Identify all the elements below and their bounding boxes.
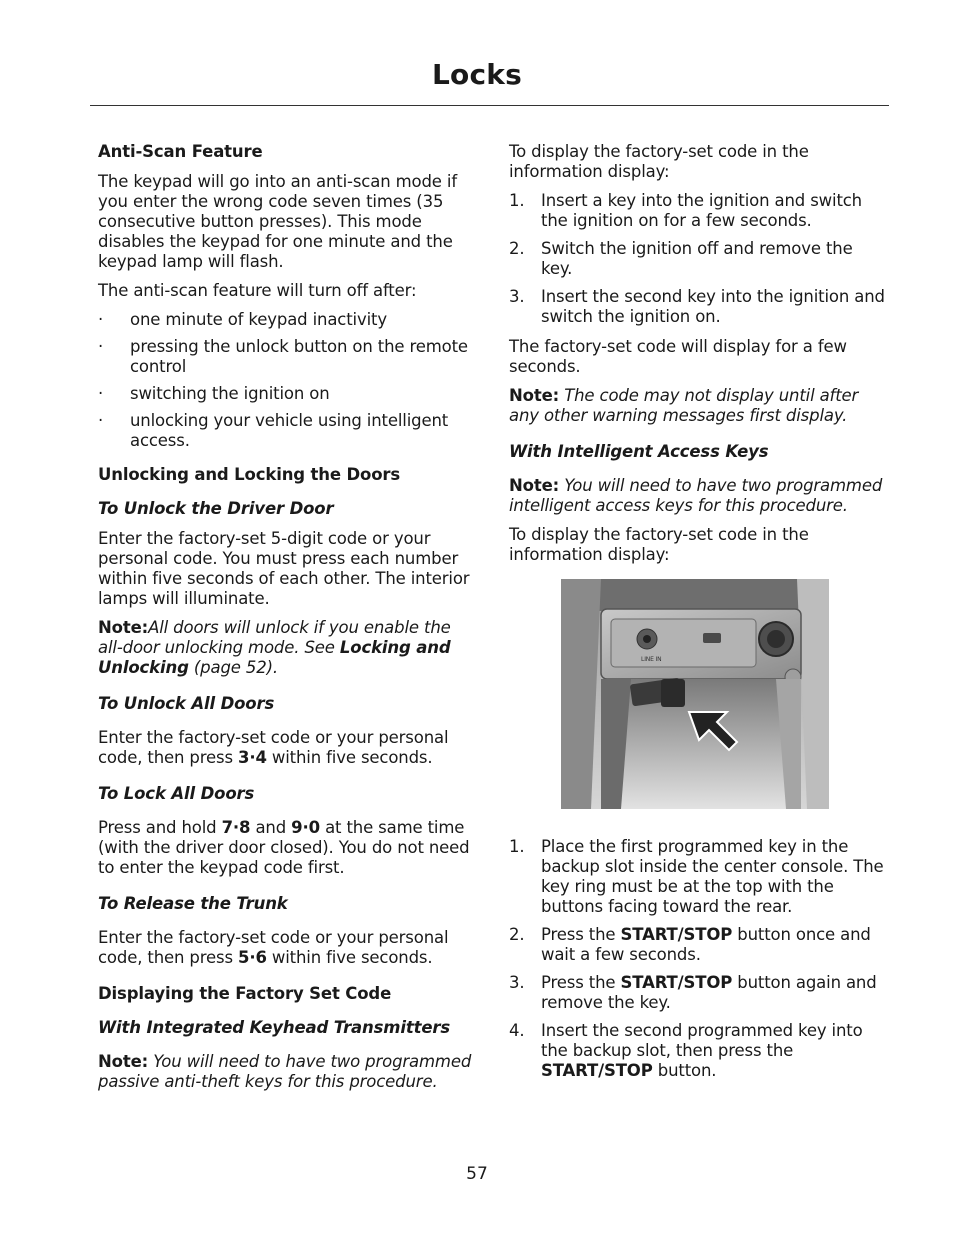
list-item: 1. Insert a key into the ignition and switch the ignition on for a few seconds.: [509, 191, 862, 230]
right-column: [509, 142, 887, 1091]
page-title: Locks: [432, 58, 522, 91]
unlock-all-doors-text: Enter the factory-set code or your personal code, then press 3·4 within five seconds.: [98, 728, 449, 767]
header-rule: [90, 105, 889, 106]
anti-scan-turn-off-intro: The anti-scan feature will turn off after:: [98, 281, 417, 300]
all-door-note: Note:All doors will unlock if you enable the all-door unlocking mode. See Locking and Unlocking (page 52).: [98, 618, 451, 677]
list-item: · one minute of keypad inactivity: [98, 310, 387, 329]
console-backup-slot-image: [561, 579, 829, 809]
bullet-icon: ·: [98, 310, 104, 329]
intelligent-access-steps-list: [509, 837, 887, 1081]
list-item: · switching the ignition on: [98, 384, 330, 403]
display-code-intro-2: To display the factory-set code in the information display:: [509, 525, 809, 564]
integrated-keyhead-note: Note: You will need to have two programmed passive anti-theft keys for this procedure.: [98, 1052, 472, 1091]
unlock-driver-door-heading: To Unlock the Driver Door: [98, 499, 334, 518]
bullet-icon: ·: [98, 337, 104, 356]
intelligent-access-heading: With Intelligent Access Keys: [509, 442, 769, 461]
unlock-driver-door-text: Enter the factory-set 5-digit code or your personal code. You must press each number within five seconds of each other. The interior lamps will illuminate.: [98, 529, 470, 608]
lock-all-doors-text: Press and hold 7·8 and 9·0 at the same time (with the driver door closed). You do not need to enter the keypad code first.: [98, 818, 470, 877]
anti-scan-paragraph: The keypad will go into an anti-scan mode if you enter the wrong code seven times (35 consecutive button presses). This mode disables the keypad for one minute and the keypad lamp will flash.: [98, 172, 457, 271]
anti-scan-heading: Anti-Scan Feature: [98, 142, 263, 161]
list-item: 3. Press the START/STOP button again and remove the key.: [509, 973, 877, 1012]
locking-unlocking-link[interactable]: Locking and Unlocking: [98, 638, 451, 677]
unlock-all-doors-heading: To Unlock All Doors: [98, 694, 275, 713]
center-console-figure: [561, 579, 829, 809]
list-item: 4. Insert the second programmed key into the backup slot, then press the START/STOP button.: [509, 1021, 863, 1080]
display-code-intro: To display the factory-set code in the information display:: [509, 142, 809, 181]
left-column: [98, 142, 474, 1101]
warning-messages-note: Note: The code may not display until after any other warning messages first display.: [509, 386, 859, 425]
list-item: · pressing the unlock button on the remote control: [98, 337, 468, 376]
release-trunk-heading: To Release the Trunk: [98, 894, 288, 913]
unlock-lock-heading: Unlocking and Locking the Doors: [98, 465, 401, 484]
bullet-icon: ·: [98, 384, 104, 403]
code-display-text: The factory-set code will display for a few seconds.: [509, 337, 847, 376]
page-number: 57: [466, 1164, 488, 1184]
integrated-keyhead-heading: With Integrated Keyhead Transmitters: [98, 1018, 451, 1037]
list-item: · unlocking your vehicle using intelligent access.: [98, 411, 449, 450]
release-trunk-text: Enter the factory-set code or your personal code, then press 5·6 within five seconds.: [98, 928, 449, 967]
line-in-label: LINE IN: [641, 656, 662, 663]
intelligent-access-note: Note: You will need to have two programmed intelligent access keys for this procedure.: [509, 476, 883, 515]
list-item: 1. Place the first programmed key in the backup slot inside the center console. The key ring must be at the top with the buttons facing toward the rear.: [509, 837, 884, 916]
list-item: 3. Insert the second key into the ignition and switch the ignition on.: [509, 287, 885, 326]
bullet-icon: ·: [98, 411, 104, 430]
list-item: 2. Switch the ignition off and remove the key.: [509, 239, 853, 278]
anti-scan-bullet-list: [98, 310, 474, 451]
list-item: 2. Press the START/STOP button once and wait a few seconds.: [509, 925, 871, 964]
keyhead-steps-list: [509, 191, 887, 327]
lock-all-doors-heading: To Lock All Doors: [98, 784, 255, 803]
factory-code-heading: Displaying the Factory Set Code: [98, 984, 392, 1003]
